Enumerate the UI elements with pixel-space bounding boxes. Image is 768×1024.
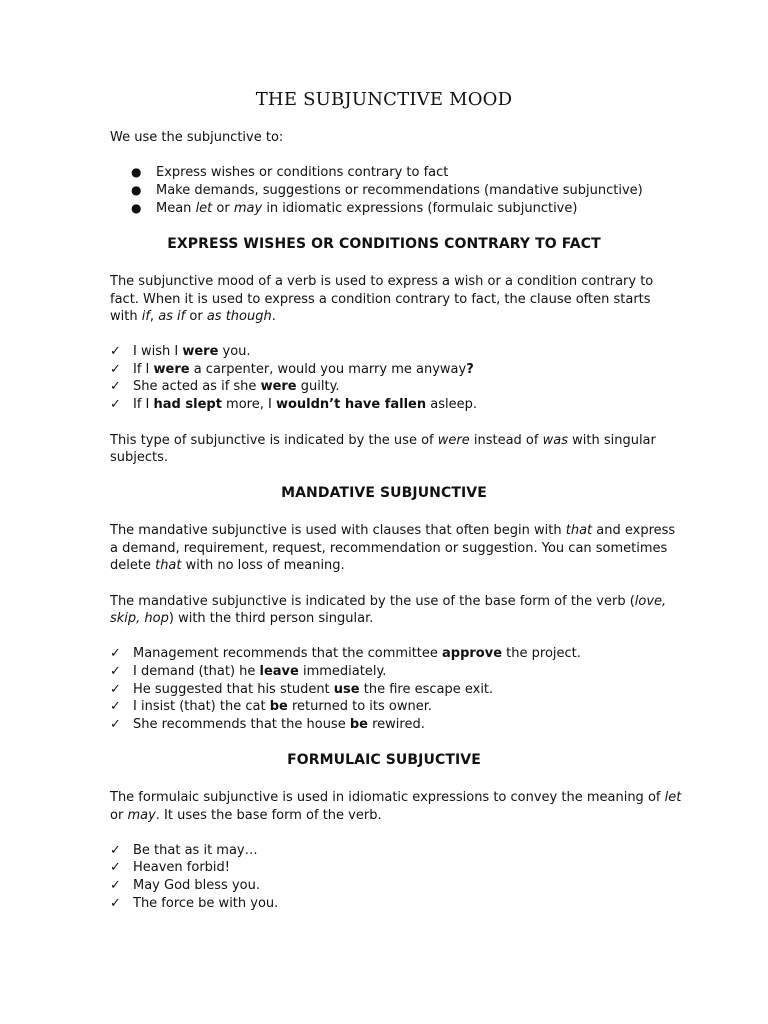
check-icon: ✓ (110, 843, 121, 858)
check-icon: ✓ (110, 379, 121, 394)
paragraph-line: delete that with no loss of meaning. (110, 558, 345, 573)
example-item: I wish I were you. (133, 344, 251, 359)
section-heading: MANDATIVE SUBJUNCTIVE (281, 485, 487, 501)
intro-text: We use the subjunctive to: (110, 130, 284, 145)
example-item: Be that as it may… (133, 843, 258, 858)
example-item: The force be with you. (133, 896, 279, 911)
paragraph-line: The formulaic subjunctive is used in idiomatic expressions to convey the meaning of let (110, 790, 682, 805)
example-item: Management recommends that the committee approve the project. (133, 646, 581, 661)
example-item: She acted as if she were guilty. (133, 379, 340, 394)
example-item: May God bless you. (133, 878, 260, 893)
check-icon: ✓ (110, 362, 121, 377)
bullet-icon: ● (131, 201, 142, 215)
paragraph-line: fact. When it is used to express a condition contrary to fact, the clause often starts (110, 292, 651, 307)
check-icon: ✓ (110, 682, 121, 697)
example-item: He suggested that his student use the fire escape exit. (133, 682, 494, 697)
check-icon: ✓ (110, 860, 121, 875)
bullet-icon: ● (131, 183, 142, 197)
check-icon: ✓ (110, 664, 121, 679)
document-title: THE SUBJUNCTIVE MOOD (255, 89, 513, 110)
paragraph-line: or may. It uses the base form of the verb. (110, 808, 382, 823)
check-icon: ✓ (110, 699, 121, 714)
example-item: If I had slept more, I wouldn’t have fallen asleep. (133, 397, 477, 412)
paragraph-line: The subjunctive mood of a verb is used to express a wish or a condition contrary to (110, 274, 654, 289)
bullet-item: Mean let or may in idiomatic expressions (formulaic subjunctive) (156, 201, 578, 216)
paragraph-line: a demand, requirement, request, recommendation or suggestion. You can sometimes (110, 541, 668, 556)
example-item: Heaven forbid! (133, 860, 231, 875)
section-heading: FORMULAIC SUBJUCTIVE (287, 752, 481, 768)
paragraph-line: skip, hop) with the third person singular. (110, 611, 374, 626)
section-heading: EXPRESS WISHES OR CONDITIONS CONTRARY TO FACT (167, 236, 601, 252)
check-icon: ✓ (110, 344, 121, 359)
check-icon: ✓ (110, 878, 121, 893)
paragraph-line: subjects. (110, 450, 169, 465)
check-icon: ✓ (110, 717, 121, 732)
check-icon: ✓ (110, 896, 121, 911)
paragraph-line: with if, as if or as though. (110, 309, 276, 324)
bullet-item: Express wishes or conditions contrary to fact (156, 165, 449, 180)
example-item: If I were a carpenter, would you marry me anyway? (133, 362, 474, 377)
bullet-icon: ● (131, 165, 142, 179)
paragraph-line: The mandative subjunctive is used with clauses that often begin with that and express (110, 523, 676, 538)
check-icon: ✓ (110, 646, 121, 661)
check-icon: ✓ (110, 397, 121, 412)
example-item: She recommends that the house be rewired. (133, 717, 425, 732)
example-item: I insist (that) the cat be returned to its owner. (133, 699, 432, 714)
paragraph-line: The mandative subjunctive is indicated by the use of the base form of the verb (love, (110, 594, 667, 609)
example-item: I demand (that) he leave immediately. (133, 664, 387, 679)
paragraph-line: This type of subjunctive is indicated by the use of were instead of was with singular (110, 433, 656, 448)
bullet-item: Make demands, suggestions or recommendations (mandative subjunctive) (156, 183, 643, 198)
